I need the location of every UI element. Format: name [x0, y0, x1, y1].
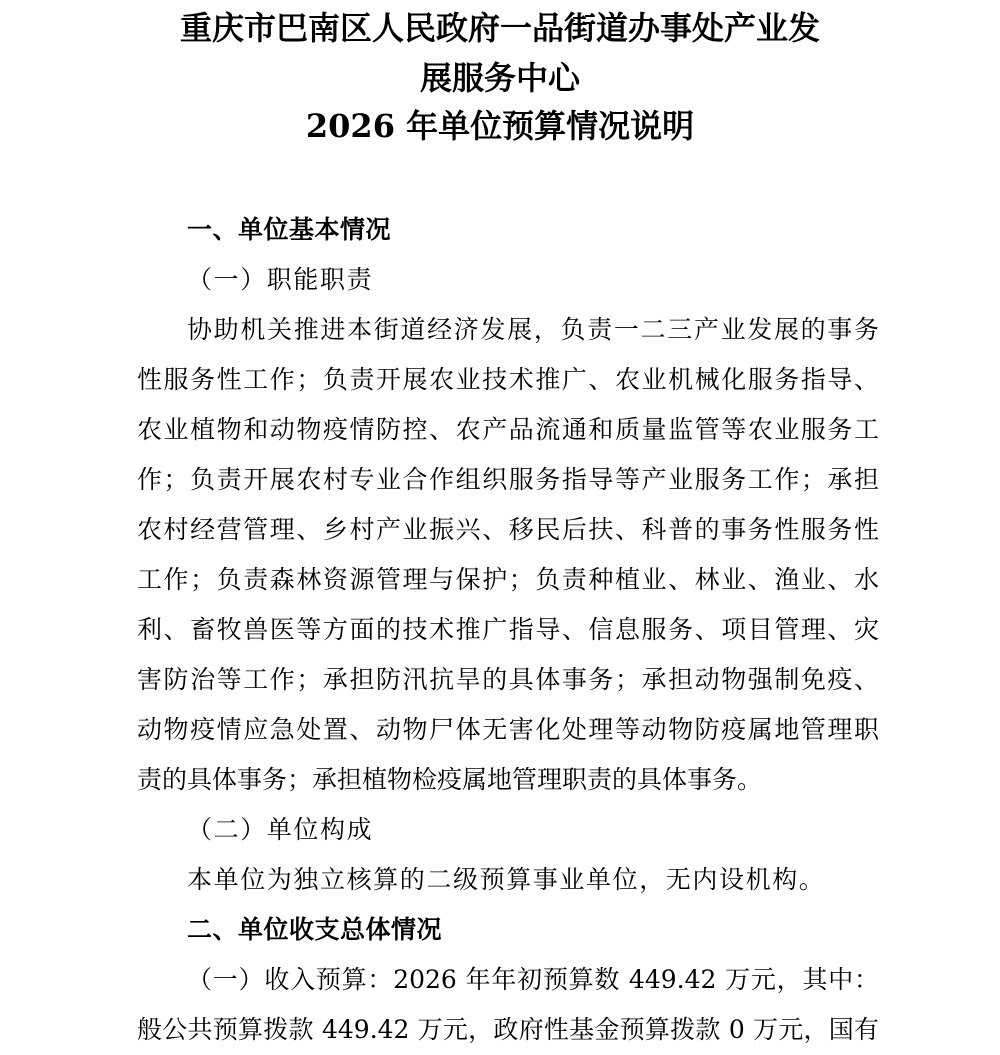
income-line: （一）收入预算：2026 年年初预算数 449.42 万元，其中：: [187, 965, 879, 994]
duties-line: 利、畜牧兽医等方面的技术推广指导、信息服务、项目管理、灾: [137, 615, 879, 644]
subsection-heading-composition: （二）单位构成: [187, 815, 374, 844]
document-title-line-2: 展服务中心: [419, 59, 580, 97]
subsection-heading-duties: （一）职能职责: [187, 265, 374, 294]
duties-line: 害防治等工作；承担防汛抗旱的具体事务；承担动物强制免疫、: [137, 665, 879, 694]
document-title-line-3: 2026 年单位预算情况说明: [305, 107, 695, 145]
duties-line: 农业植物和动物疫情防控、农产品流通和质量监管等农业服务工: [137, 415, 879, 444]
duties-line: 协助机关推进本街道经济发展，负责一二三产业发展的事务: [187, 315, 879, 344]
section-heading-budget-overview: 二、单位收支总体情况: [187, 915, 443, 944]
duties-line: 工作；负责森林资源管理与保护；负责种植业、林业、渔业、水: [137, 565, 879, 594]
duties-paragraph: [137, 305, 879, 805]
income-paragraph: [137, 955, 879, 1055]
duties-line: 作；负责开展农村专业合作组织服务指导等产业服务工作；承担: [137, 465, 879, 494]
duties-line: 责的具体事务；承担植物检疫属地管理职责的具体事务。: [137, 765, 763, 794]
duties-line: 农村经营管理、乡村产业振兴、移民后扶、科普的事务性服务性: [137, 515, 879, 544]
duties-line: 动物疫情应急处置、动物尸体无害化处理等动物防疫属地管理职: [137, 715, 879, 744]
document-title-line-1: 重庆市巴南区人民政府一品街道办事处产业发: [179, 9, 820, 47]
income-line: 般公共预算拨款 449.42 万元，政府性基金预算拨款 0 万元，国有: [137, 1015, 879, 1044]
duties-line: 性服务性工作；负责开展农业技术推广、农业机械化服务指导、: [137, 365, 879, 394]
composition-text: 本单位为独立核算的二级预算事业单位，无内设机构。: [187, 865, 826, 894]
section-heading-basic-info: 一、单位基本情况: [187, 215, 392, 244]
